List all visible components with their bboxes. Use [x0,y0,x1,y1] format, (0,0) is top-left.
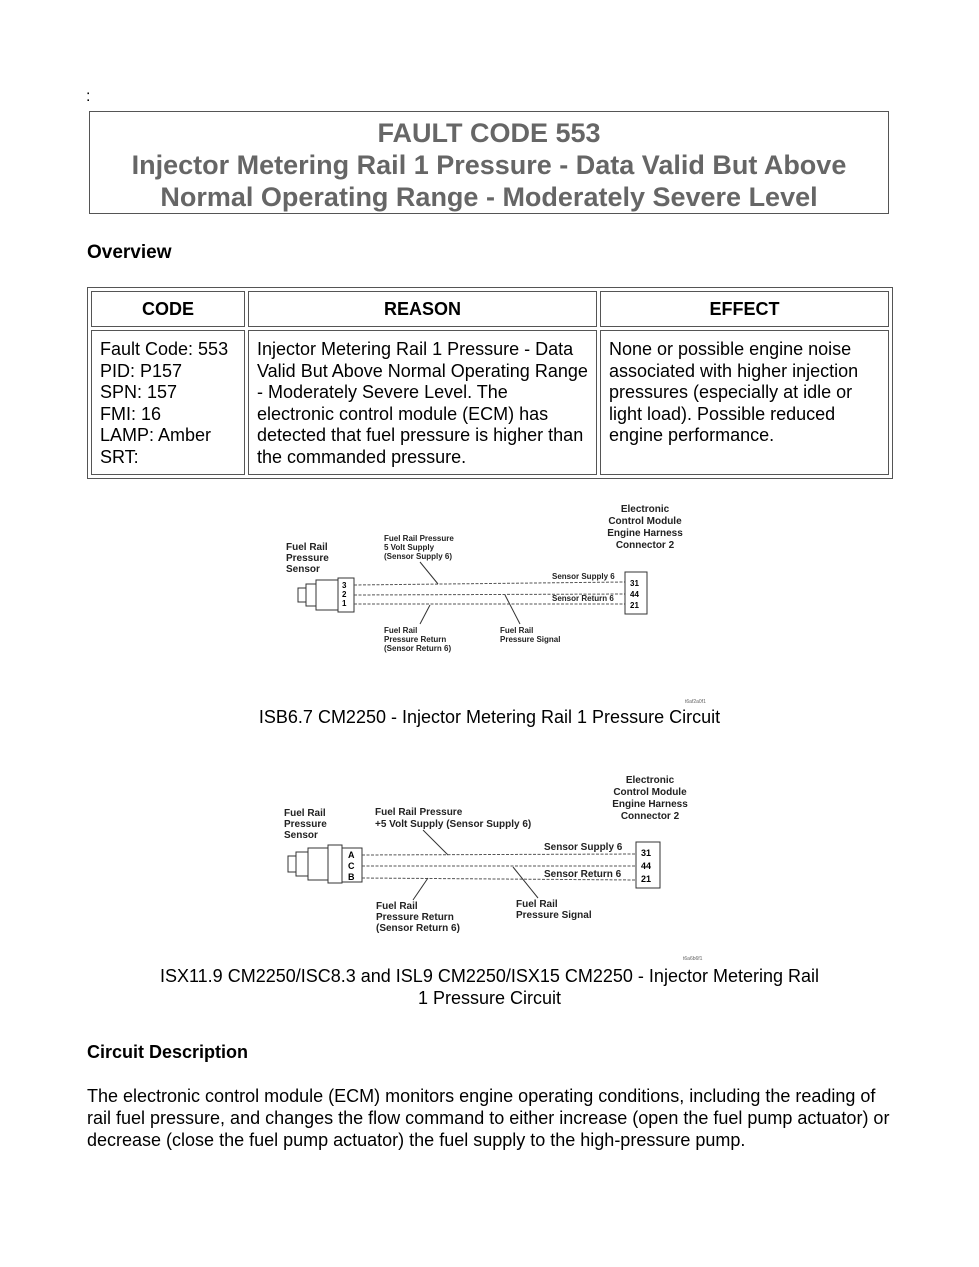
isb-circuit-diagram [280,500,706,710]
sensor-pin: A [348,850,355,860]
ecm-label: Electronic [625,775,675,786]
ecm-label: Connector 2 [615,540,675,551]
sensor-label: Pressure [286,553,329,564]
sensor-label: Sensor [284,830,318,841]
code-line: SPN: 157 [100,382,178,402]
code-line: FMI: 16 [100,403,162,424]
signal-callout: Fuel Rail [516,899,558,910]
header-code: CODE [91,291,245,327]
ecm-label: Connector 2 [620,811,680,822]
wire-supply-label: Sensor Supply 6 [544,842,623,853]
header-effect: EFFECT [600,291,889,327]
signal-callout: Pressure Signal [516,910,592,921]
effect-cell: None or possible engine noise associated with higher injection pressures (especially at idle or light load). Possible reduced engine performance. [600,330,889,475]
return-callout: Pressure Return [376,912,454,923]
diagram-ref-code: t6a6b6f1 [683,956,703,962]
wire-return-label: Sensor Return 6 [552,594,614,603]
ecm-pin: 21 [641,874,652,884]
supply-callout: 5 Volt Supply [384,543,435,552]
ecm-label: Control Module [608,516,682,527]
reason-cell: Injector Metering Rail 1 Pressure - Data Valid But Above Normal Operating Range - Moderately Severe Level. The electronic control module (ECM) has detected that fuel pressure is higher than the commanded pressure. [248,330,597,475]
table-row [91,330,889,475]
code-line: LAMP: Amber [100,425,212,445]
ecm-pin: 21 [630,601,639,610]
return-callout: Pressure Return [384,635,447,644]
ecm-pin: 31 [641,848,652,858]
ecm-label: Engine Harness [612,799,688,810]
sensor-label: Fuel Rail [284,808,326,819]
supply-callout: +5 Volt Supply (Sensor Supply 6) [375,819,532,830]
fault-title-box [89,111,889,214]
code-line: Fault Code: 553 [100,339,229,359]
circuit-description-heading: Circuit Description [87,1042,249,1062]
overview-heading: Overview [87,242,172,263]
diagram-ref-code: t6af2a0f1 [685,699,706,705]
ecm-pin: 31 [630,579,639,588]
overview-table [87,287,893,479]
fault-title-line-3: Normal Operating Range - Moderately Severe Level [160,182,818,212]
signal-callout: Fuel Rail [500,626,534,635]
diagram1-caption: ISB6.7 CM2250 - Injector Metering Rail 1 Pressure Circuit [258,707,721,727]
sensor-label: Pressure [284,819,327,830]
diagram2-caption [0,965,979,1009]
ecm-pin: 44 [630,590,639,599]
header-reason: REASON [248,291,597,327]
callout-pointers [413,830,538,900]
code-line: SRT: [100,446,139,467]
wire-supply-label: Sensor Supply 6 [552,572,615,581]
return-callout: Fuel Rail [384,626,418,635]
supply-callout: Fuel Rail Pressure [375,807,463,818]
code-cell [91,330,245,475]
ecm-pin: 44 [641,861,652,871]
caption-line: 1 Pressure Circuit [417,988,562,1008]
sensor-label: Fuel Rail [286,542,328,553]
fault-title-line-2: Injector Metering Rail 1 Pressure - Data Valid But Above [131,150,847,180]
return-callout: Fuel Rail [376,901,418,912]
caption-line: ISX11.9 CM2250/ISC8.3 and ISL9 CM2250/ISX15 CM2250 - Injector Metering Rail [159,966,819,986]
page-colon: : [86,88,91,105]
return-callout: (Sensor Return 6) [376,923,460,934]
callout-pointers [420,562,520,624]
wire-return-label: Sensor Return 6 [544,869,622,880]
sensor-pin: B [348,872,355,882]
code-line: PID: P157 [100,360,183,381]
sensor-pin: C [348,861,355,871]
sensor-pin: 3 [342,581,347,590]
ecm-label: Engine Harness [607,528,683,539]
supply-callout: (Sensor Supply 6) [384,552,453,561]
isx-circuit-diagram [278,770,708,965]
ecm-label: Control Module [613,787,687,798]
sensor-pin: 2 [342,590,347,599]
signal-callout: Pressure Signal [500,635,561,644]
fault-code-title: FAULT CODE 553 [377,118,601,148]
sensor-label: Sensor [286,564,320,575]
ecm-label: Electronic [620,504,670,515]
sensor-pin: 1 [342,599,347,608]
supply-callout: Fuel Rail Pressure [384,534,454,543]
circuit-description-body: The electronic control module (ECM) monitors engine operating conditions, including the reading of rail fuel pressure, and changes the flow command to either increase (open the fuel pump actuator) or decrease (close the fuel pump actuator) the fuel supply to the high-pressure pump. [87,1086,890,1150]
return-callout: (Sensor Return 6) [384,644,452,653]
table-header-row [91,291,889,327]
